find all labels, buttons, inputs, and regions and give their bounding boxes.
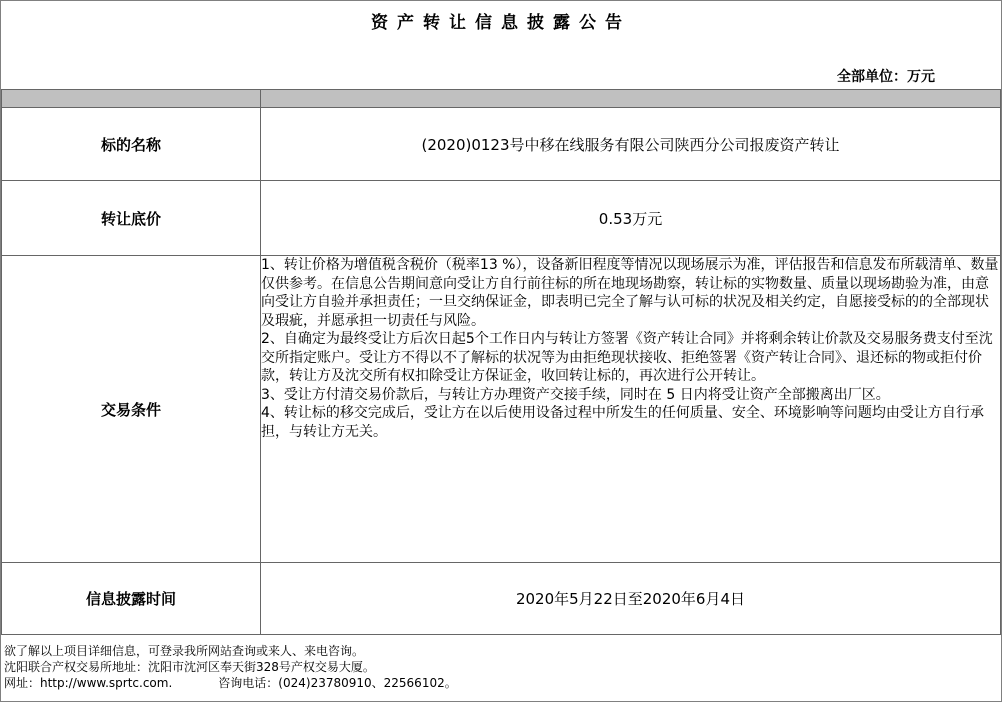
footer-line-contact xyxy=(4,675,457,691)
info-table xyxy=(1,89,1001,635)
name-label: 标的名称 xyxy=(2,108,261,181)
footer-line-address: 沈阳联合产权交易所地址：沈阳市沈河区奉天街328号产权交易大厦。 xyxy=(4,660,375,674)
footer-line-inquiry: 欲了解以上项目详细信息，可登录我所网站查询或来人、来电咨询。 xyxy=(4,644,365,658)
condition-item: 2、自确定为最终受让方后次日起5个工作日内与转让方签署《资产转让合同》并将剩余转让价款及交易服务费支付至沈交所指定账户。受让方不得以不了解标的状况等为由拒绝现状接收、拒绝签署《资产转让合同》、退还标的物或拒付价款，转让方及沈交所有权扣除受让方保证金，收回转让标的，再次进行公开转让。 xyxy=(261,331,993,384)
website-text: 网址：http://www.sprtc.com. xyxy=(4,676,173,690)
conditions-value xyxy=(261,256,1001,563)
header-cell-right xyxy=(261,90,1001,108)
phone-text: 咨询电话：(024)23780910、22566102。 xyxy=(218,676,457,690)
table-row xyxy=(2,108,1001,181)
condition-item: 4、转让标的移交完成后，受让方在以后使用设备过程中所发生的任何质量、安全、环境影响等问题均由受让方自行承担，与转让方无关。 xyxy=(261,405,984,440)
price-value: 0.53万元 xyxy=(261,181,1001,256)
table-row xyxy=(2,256,1001,563)
conditions-label: 交易条件 xyxy=(2,256,261,563)
table-row xyxy=(2,563,1001,635)
page-title: 资产转让信息披露公告 xyxy=(371,13,631,33)
condition-item: 3、受让方付清交易价款后，与转让方办理资产交接手续，同时在 5 日内将受让资产全部搬离出厂区。 xyxy=(261,386,890,403)
time-label: 信息披露时间 xyxy=(2,563,261,635)
header-cell-left xyxy=(2,90,261,108)
condition-item: 1、转让价格为增值税含税价（税率13 %），设备新旧程度等情况以现场展示为准，评估报告和信息发布所载清单、数量仅供参考。在信息公告期间意向受让方自行前往标的所在地现场勘察，转让标的实物数量、质量以现场勘验为准，由意向受让方自验并承担责任；一旦交纳保证金，即表明已完全了解与认可标的状况及相关约定，自愿接受标的的全部现状及瑕疵，并愿承担一切责任与风险。 xyxy=(261,257,999,329)
table-row xyxy=(2,181,1001,256)
unit-note: 全部单位：万元 xyxy=(837,69,935,85)
price-label: 转让底价 xyxy=(2,181,261,256)
table-header-row xyxy=(2,90,1001,108)
time-value: 2020年5月22日至2020年6月4日 xyxy=(261,563,1001,635)
name-value: (2020)0123号中移在线服务有限公司陕西分公司报废资产转让 xyxy=(261,108,1001,181)
footer xyxy=(4,643,457,691)
